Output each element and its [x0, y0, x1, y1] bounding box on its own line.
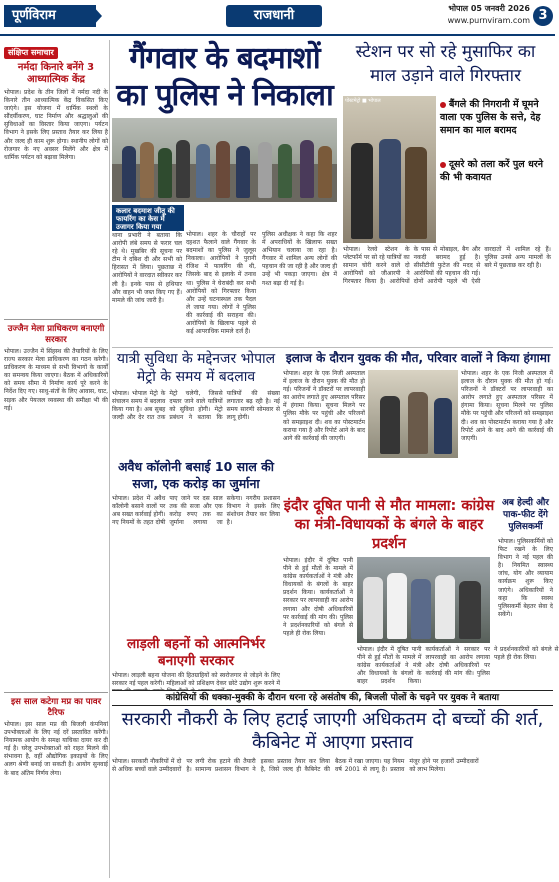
lead-body-0: थाना प्रभारी ने बताया कि आरोपी लंबे समय से फरार चल रहे थे। मुखबिर की सूचना पर टीम ने दबिश दी और सभी को हिरासत में लिया। पूछताछ में आरोपियों ने वारदात स्वीकार कर ली है। इनके पास से हथियार और वाहन भी जब्त किए गए हैं। मामले की जांच जारी है।: [112, 232, 182, 304]
station-bullet-1: बैंगले की निगरानी में घूमने वाला एक पुलिस के सत्ते, देह समान का माल बरामद: [440, 99, 541, 136]
police-fitness-headline: अब हेल्दी और पाक-फीट देंगे पुलिसकर्मी: [502, 498, 549, 532]
death-body: भोपाल। शहर के एक निजी अस्पताल में इलाज के दौरान युवक की मौत हो गई। परिजनों ने डॉक्टरों पर लापरवाही का आरोप लगाते हुए अस्पताल परिसर में हंगामा किया। सूचना मिलने पर पुलिस मौके पर पहुंची और परिजनों को समझाइश दी। शव का पोस्टमार्टम कराया गया है और रिपोर्ट आने के बाद आगे की कार्रवाई की जाएगी।: [283, 370, 365, 442]
metro-headline: यात्री सुविधा के मद्देनजर भोपाल मेट्रो के समय में बदलाव: [116, 351, 276, 385]
section-rule: [112, 347, 553, 348]
left-body-3: भोपाल। इस साल मप्र की बिजली कंपनियां उपभोक्ताओं के लिए नई दरें प्रस्तावित करेंगी। नियामक आयोग के समक्ष याचिका दायर कर दी गई है। घरेलू उपभोक्ताओं को राहत मिलने की संभावना है, वहीं औद्योगिक इकाइयों के लिए अलग श्रेणी बनाई जा सकती है। आयोग सुनवाई के बाद अंतिम निर्णय लेगा।: [4, 721, 108, 777]
metro-body: भोपाल। भोपाल मेट्रो के संचालन समय में बदलाव किया गया है। अब सुबह जल्दी और देर रात तक मेट्रो चलेगी, जिससे दफ्तर जाने वाले यात्रियों को सुविधा होगी। मेट्रो प्रबंधन ने बताया कि यात्रियों की संख्या लगातार बढ़ रही है। नई समय सारणी सोमवार से लागू होगी।: [112, 390, 280, 422]
death-body-cont: भोपाल। शहर के एक निजी अस्पताल में इलाज के दौरान युवक की मौत हो गई। परिजनों ने डॉक्टरों पर लापरवाही का आरोप लगाते हुए अस्पताल परिसर में हंगामा किया। सूचना मिलने पर पुलिस मौके पर पहुंची और परिजनों को समझाइश दी। शव का पोस्टमार्टम कराया गया है और रिपोर्ट आने के बाद आगे की कार्रवाई की जाएगी।: [461, 370, 553, 442]
bullet-icon: [440, 162, 446, 168]
divider: [4, 319, 108, 320]
colony-body: भोपाल। प्रदेश में अवैध कॉलोनी बसाने वालों पर अब सख्त कार्रवाई होगी। नए नियमों के तहत दोषी पाए जाने पर दस साल तक की सजा और एक करोड़ रुपए तक का जुर्माना लगाया जा सकेगा। नगरीय प्रशासन विभाग ने इसके लिए संशोधन तैयार कर लिया है।: [112, 495, 280, 527]
left-headline-3: इस साल कटेगा मप्र का पावर टैरिफ: [10, 697, 102, 718]
section-label: राजधानी: [226, 5, 322, 27]
bottom-body: भोपाल। सरकारी नौकरियों में दो से अधिक बच्चों वाले उम्मीदवारों पर लगी रोक हटाने की तैयारी है। सामान्य प्रशासन विभाग ने इसका प्रस्ताव तैयार कर लिया है, जिसे जल्द ही कैबिनेट की बैठक में रखा जाएगा। यह नियम वर्ष 2001 से लागू है। प्रस्ताव मंजूर होने पर हजारों उम्मीदवारों को लाभ मिलेगा।: [112, 758, 479, 774]
ladli-headline: लाड़ली बहनों को आत्मनिर्भर बनाएगी सरकार: [126, 636, 266, 669]
divider: [4, 692, 108, 693]
page-number: 3: [533, 6, 553, 26]
header-meta: [430, 3, 530, 27]
protest-photo: [357, 557, 490, 643]
colony-headline: अवैध कॉलोनी बसाई 10 साल की सजा, एक करोड़ का जुर्माना: [117, 459, 275, 491]
water-protest-body: भोपाल। इंदौर में दूषित पानी पीने से हुई मौतों के मामले में कांग्रेस कार्यकर्ताओं ने मंत्री और विधायकों के बंगलों के बाहर प्रदर्शन किया। कार्यकर्ताओं ने सरकार पर लापरवाही का आरोप लगाया और दोषी अधिकारियों पर कार्रवाई की मांग की। पुलिस ने प्रदर्शनकारियों को बंगले से पहले ही रोक लिया।: [283, 557, 353, 637]
column-rule: [109, 40, 110, 878]
lead-caption-box: [112, 205, 337, 231]
station-theft-photo: [343, 96, 436, 243]
lead-photo: [112, 118, 337, 202]
photo-credit: पोस्टमेट्रो ■ भोपाल: [345, 98, 381, 104]
lead-headline: गैंगवार के बदमाशों का पुलिस ने निकाला: [116, 41, 333, 113]
brand-logo-tail: [92, 5, 102, 27]
left-headline-1: नर्मदा किनारे बनेंगे 3 आध्यात्मिक केंद्र: [17, 62, 95, 85]
lead-body-1: भोपाल। शहर के चौराहों पर दहशत फैलाने वाले गैंगवार के बदमाशों का पुलिस ने जुलूस निकाला। आरोपियों ने पुरानी रंजिश में फायरिंग की थी, जिसके बाद से इलाके में तनाव था। पुलिस ने घेराबंदी कर सभी आरोपियों को गिरफ्तार किया और उन्हें घटनास्थल तक पैदल ले जाया गया। लोगों ने पुलिस की कार्रवाई की सराहना की। आरोपियों के खिलाफ पहले से कई आपराधिक मामले दर्ज हैं।: [186, 231, 256, 336]
station-theft-body: भोपाल। रेलवे स्टेशन के प्लेटफॉर्म पर सो रहे यात्रियों का सामान चोरी करने वाले दो आरोपियों को जीआरपी ने गिरफ्तार किया है। आरोपियों के पास से मोबाइल, बैग और नकदी बरामद हुई है। सीसीटीवी फुटेज की मदद से आरोपियों की पहचान की गई। दोनों आरोपी पहले भी ऐसी वारदातों में शामिल रहे हैं। पुलिस उनसे अन्य मामलों के बारे में पूछताछ कर रही है।: [343, 246, 551, 286]
bullet-icon: [440, 102, 446, 108]
water-protest-body-cont: भोपाल। इंदौर में दूषित पानी पीने से हुई मौतों के मामले में कांग्रेस कार्यकर्ताओं ने मंत्री और विधायकों के बंगलों के बाहर प्रदर्शन किया। कार्यकर्ताओं ने सरकार पर लापरवाही का आरोप लगाया और दोषी अधिकारियों पर कार्रवाई की मांग की। पुलिस ने प्रदर्शनकारियों को बंगले से पहले ही रोक लिया।: [357, 646, 559, 686]
lead-body-2: पुलिस अधीक्षक ने कहा कि शहर में अपराधियों के खिलाफ सख्त अभियान चलाया जा रहा है। गैंगवार में शामिल अन्य लोगों की पहचान की जा रही है और जल्द ही उन्हें भी पकड़ा जाएगा। क्षेत्र में गश्त बढ़ा दी गई है।: [262, 231, 337, 287]
website-link[interactable]: www.purnviram.com: [447, 16, 530, 25]
police-fitness-body: भोपाल। पुलिसकर्मियों को फिट रखने के लिए विभाग ने नई पहल की है। नियमित स्वास्थ्य जांच, योग और व्यायाम कार्यक्रम शुरू किए जाएंगे। अधिकारियों ने कहा कि स्वस्थ पुलिसकर्मी बेहतर सेवा दे सकेंगे।: [498, 538, 553, 618]
brief-news-tag: संक्षिप्त समाचार: [4, 47, 58, 59]
masthead: [0, 0, 555, 36]
issue-date: भोपाल 05 जनवरी 2026: [448, 4, 530, 13]
strip-headline: कांग्रेसियों की धक्का-मुक्की के दौरान धरना रहे असंतोष की, बिजली पोलों के चढ़ने पर युवक ने बताया: [112, 690, 553, 706]
ladli-body: भोपाल। लाड़ली बहना योजना की हितग्राहियों को स्वरोजगार से जोड़ने के लिए सरकार नई पहल करेगी। महिलाओं को प्रशिक्षण देकर छोटे उद्योग शुरू करने में: [112, 672, 280, 688]
left-body-1: भोपाल। प्रदेश के तीन जिलों में नर्मदा नदी के किनारे तीन आध्यात्मिक केंद्र विकसित किए जाएंगे। इस योजना में धार्मिक स्थलों के सौंदर्यीकरण, घाट निर्माण और श्रद्धालुओं की सुविधाओं का विस्तार किया जाएगा। पर्यटन विभाग ने इसके लिए प्रस्ताव तैयार कर लिया है और जल्द ही काम शुरू होगा। स्थानीय लोगों को रोजगार के नए अवसर मिलेंगे और क्षेत्र में धार्मिक पर्यटन को बढ़ावा मिलेगा।: [4, 89, 108, 161]
left-column: [4, 40, 108, 878]
station-theft-headline: स्टेशन पर सो रहे मुसाफिर का माल उड़ाने वाले गिरफ्तार: [355, 42, 536, 86]
bottom-headline: सरकारी नौकरी के लिए हटाई जाएगी अधिकतम दो बच्चों की शर्त, कैबिनेट में आएगा प्रस्ताव: [121, 709, 544, 753]
brand-logo: पूर्णविराम: [4, 5, 96, 27]
death-headline: इलाज के दौरान युवक की मौत, परिवार वालों ने किया हंगामा: [285, 351, 551, 365]
water-protest-headline: इंदौर दूषित पानी से मौत मामला: कांग्रेस का मंत्री-विधायकों के बंगले के बाहर प्रदर्शन: [283, 498, 495, 552]
left-body-2: भोपाल। उज्जैन में सिंहस्थ की तैयारियों के लिए राज्य सरकार मेला प्राधिकरण का गठन करेगी। प्राधिकरण के माध्यम से सभी विभागों के कार्यों का समन्वय किया जाएगा। बैठक में अधिकारियों को समय सीमा में निर्माण कार्य पूरे करने के निर्देश दिए गए। साधु-संतों के लिए आवास, घाट, सड़क और पेयजल व्यवस्था की समीक्षा भी की गई।: [4, 348, 108, 412]
lead-caption: कलार बदमाश जीतू की फायरिंग का केस में उजागर किया गया: [112, 205, 184, 231]
station-bullet-2: दूसरे को तला करें पुल धरने की भी कवायत: [440, 159, 543, 183]
hospital-photo: [368, 370, 458, 458]
left-headline-2: उज्जैन मेला प्राधिकरण बनाएगी सरकार: [7, 324, 105, 345]
